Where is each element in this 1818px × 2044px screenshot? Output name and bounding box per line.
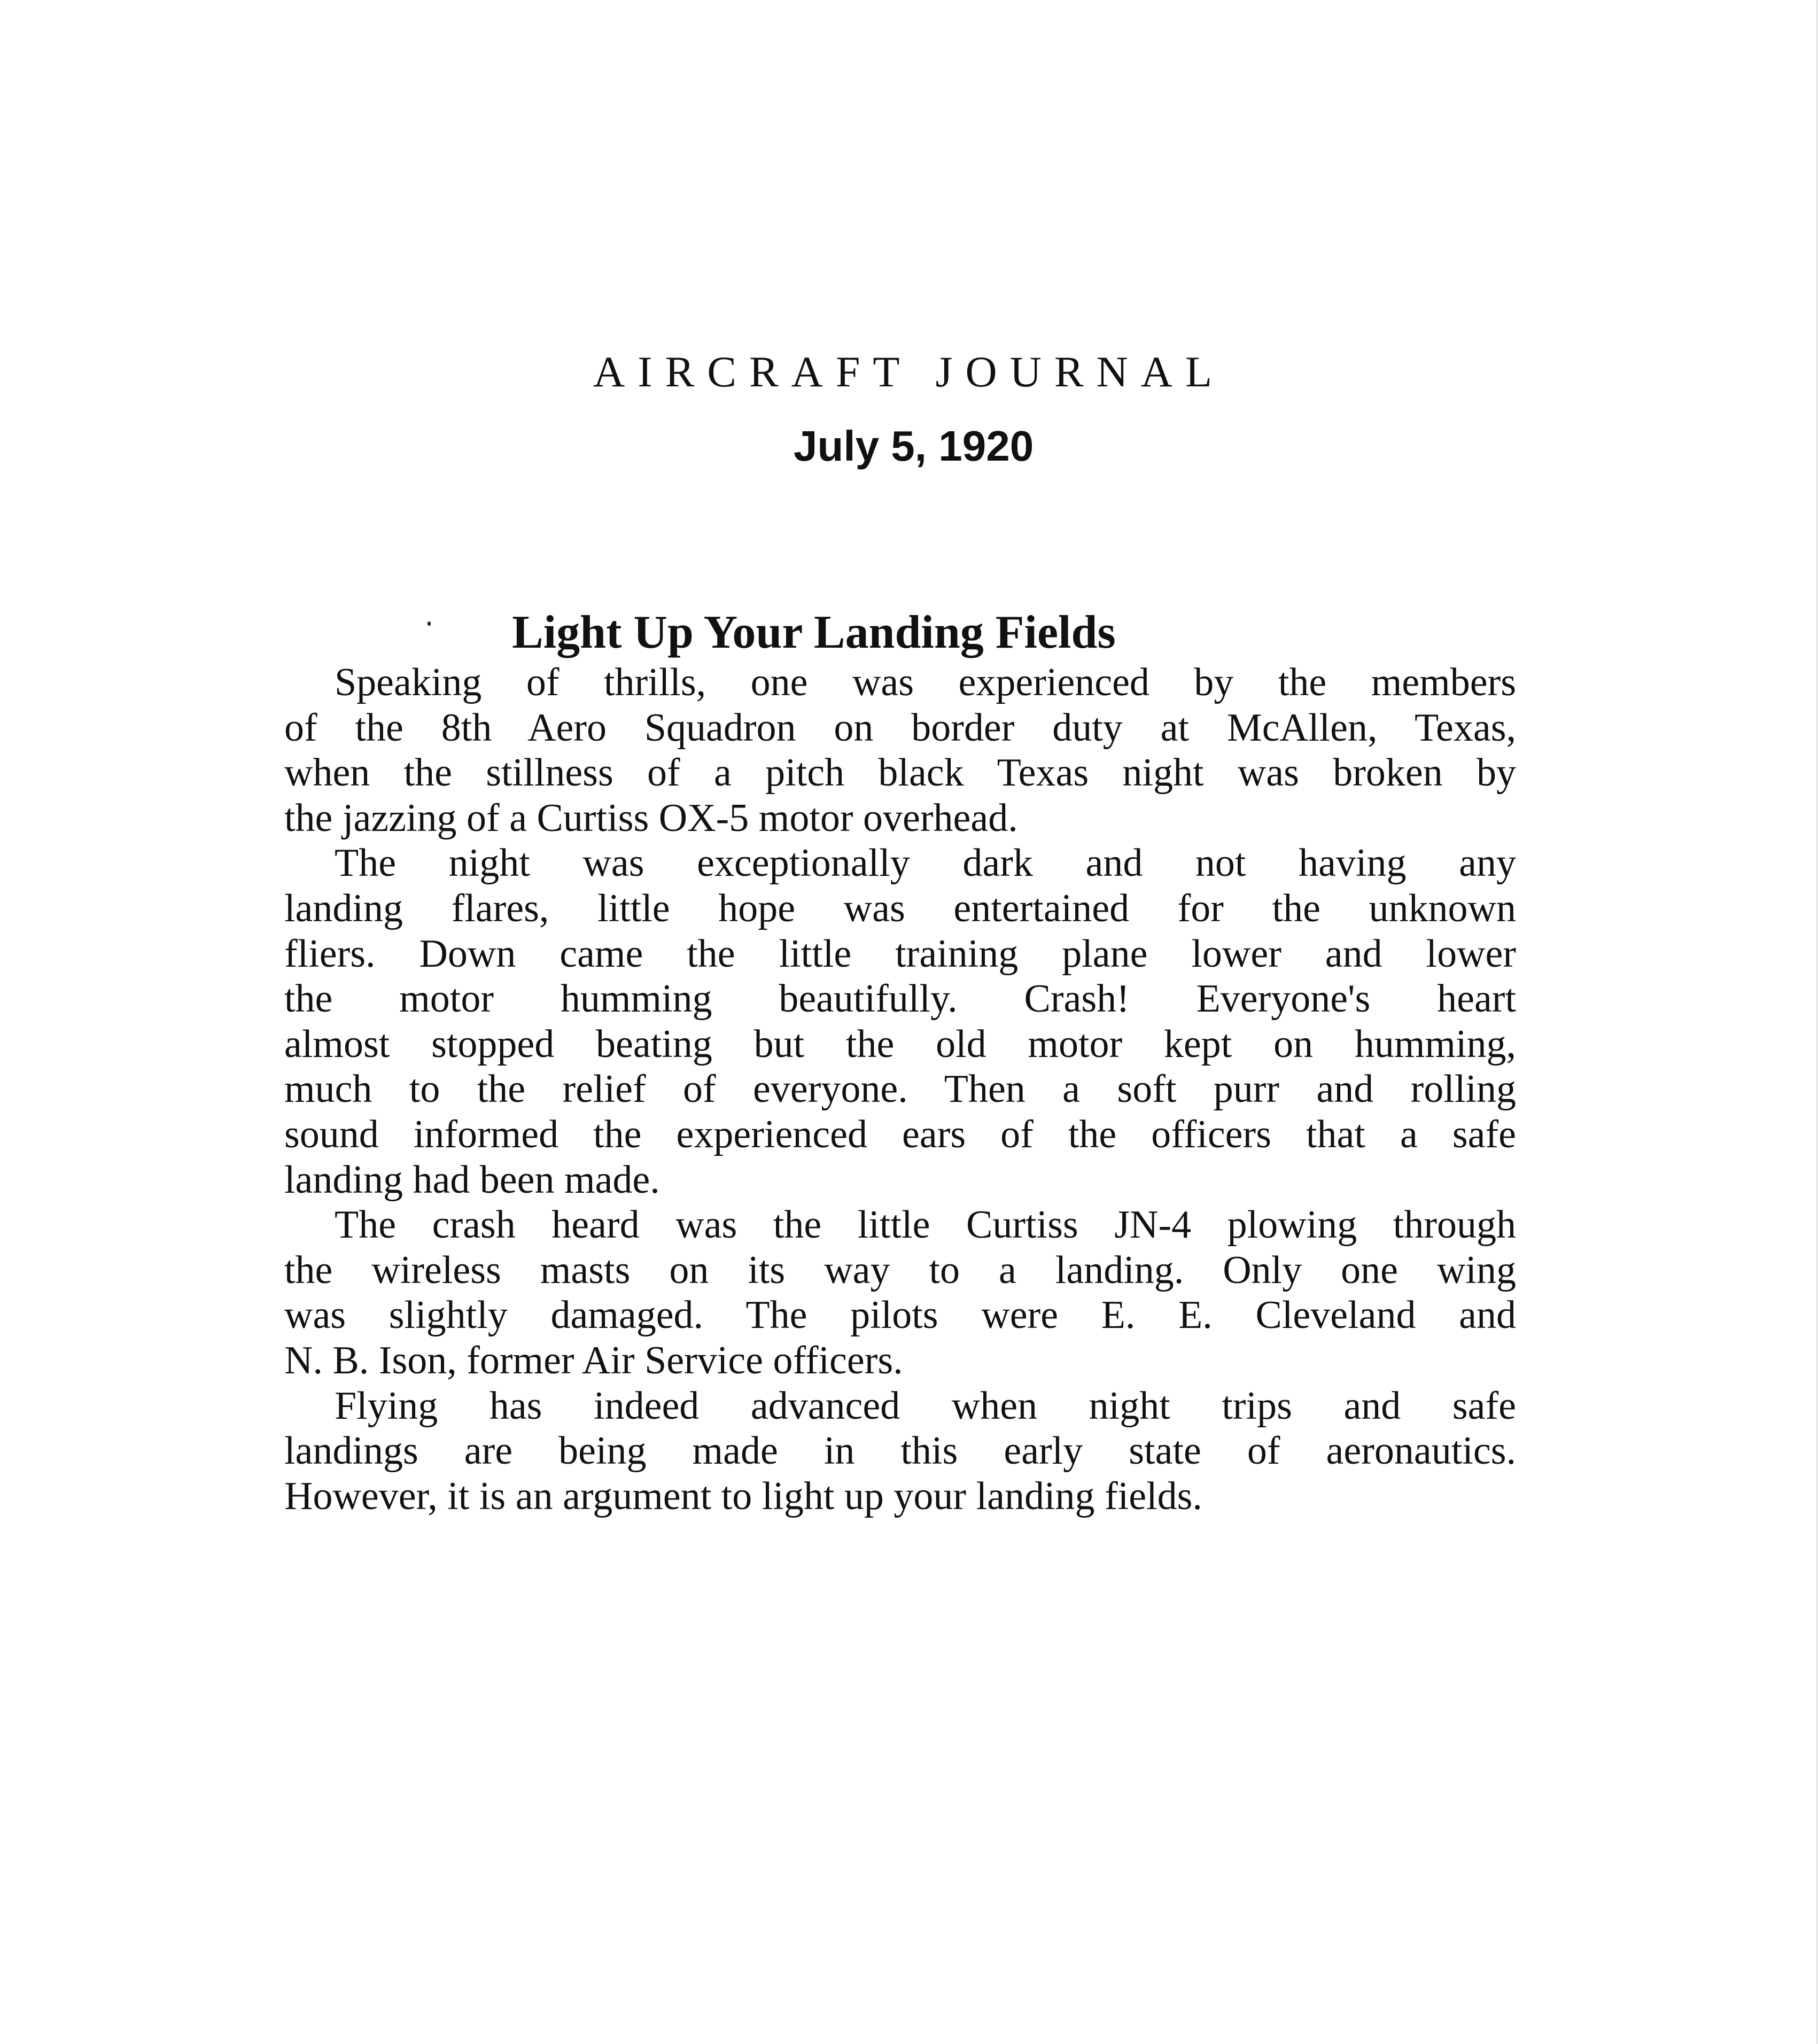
paragraph-line: sound informed the experienced ears of the officers that a safe [284, 1112, 1516, 1156]
paragraph-3 [284, 1202, 1516, 1383]
paragraph-line: The night was exceptionally dark and not having any [335, 841, 1516, 885]
paragraph-line: landing flares, little hope was entertained for the unknown [284, 886, 1516, 930]
paragraph-line: almost stopped beating but the old motor kept on humming, [284, 1022, 1516, 1066]
journal-name: AIRCRAFT JOURNAL [593, 347, 1225, 396]
paragraph-2 [284, 841, 1516, 1202]
paragraph-line: Flying has indeed advanced when night trips and safe [335, 1384, 1516, 1428]
paragraph-line: However, it is an argument to light up your landing fields. [284, 1474, 1202, 1518]
paragraph-line: The crash heard was the little Curtiss JN-4 plowing through [335, 1203, 1516, 1247]
paragraph-4 [284, 1384, 1516, 1519]
paragraph-line: N. B. Ison, former Air Service officers. [284, 1338, 903, 1382]
paragraph-line: was slightly damaged. The pilots were E. E. Cleveland and [284, 1293, 1516, 1338]
paragraph-line: of the 8th Aero Squadron on border duty at McAllen, Texas, [284, 705, 1516, 750]
paragraph-line: Speaking of thrills, one was experienced by the members [335, 660, 1516, 704]
paragraph-line: the jazzing of a Curtiss OX-5 motor overhead. [284, 796, 1018, 840]
paragraph-line: landing had been made. [284, 1157, 660, 1202]
paragraph-line: the wireless masts on its way to a landing. Only one wing [284, 1248, 1516, 1292]
paragraph-1 [284, 660, 1516, 841]
paragraph-line: landings are being made in this early state of aeronautics. [284, 1429, 1516, 1473]
article-headline: Light Up Your Landing Fields [512, 607, 1116, 658]
article-body [284, 660, 1516, 1519]
paragraph-line: much to the relief of everyone. Then a soft purr and rolling [284, 1067, 1516, 1112]
paragraph-line: the motor humming beautifully. Crash! Everyone's heart [284, 977, 1516, 1021]
paragraph-line: when the stillness of a pitch black Texas night was broken by [284, 751, 1516, 795]
paragraph-line: fliers. Down came the little training plane lower and lower [284, 931, 1516, 976]
print-speck [428, 621, 431, 626]
issue-date: July 5, 1920 [794, 422, 1034, 470]
